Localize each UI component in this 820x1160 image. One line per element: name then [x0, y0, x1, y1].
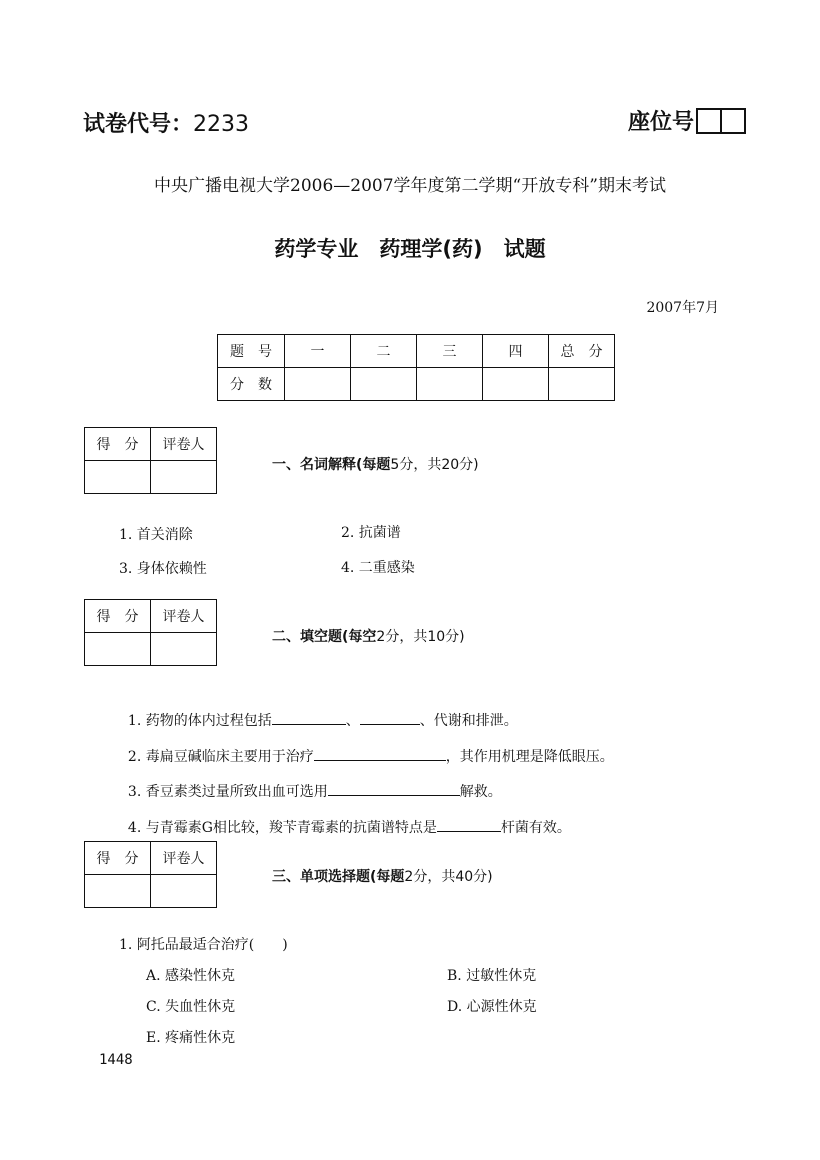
- grader-name-cell[interactable]: [151, 875, 217, 908]
- choice-option-a[interactable]: A. 感染性休克: [146, 968, 236, 984]
- question-text: 杆菌有效。: [500, 820, 571, 836]
- grader-name-label: 评卷人: [151, 842, 217, 875]
- score-table-header: 四: [483, 335, 549, 368]
- score-table-header: 题 号: [218, 335, 285, 368]
- score-table-header: 二: [351, 335, 417, 368]
- answer-blank[interactable]: [360, 710, 420, 725]
- fill-question: [119, 694, 518, 730]
- score-table-score-row: [218, 368, 615, 401]
- score-table: [217, 334, 615, 401]
- section-heading-text: 二、填空题(每空: [272, 629, 377, 645]
- exam-date: 2007年7月: [646, 300, 719, 316]
- score-cell[interactable]: [285, 368, 351, 401]
- grader-score-label: 得 分: [85, 842, 151, 875]
- grader-score-cell[interactable]: [85, 875, 151, 908]
- grader-score-cell[interactable]: [85, 461, 151, 494]
- question-text: 2. 毒扁豆碱临床主要用于治疗: [127, 749, 314, 765]
- choice-option-b[interactable]: B. 过敏性休克: [447, 968, 537, 984]
- score-cell[interactable]: [549, 368, 615, 401]
- exam-code-value: 2233: [193, 112, 250, 137]
- term-item: 3. 身体依赖性: [119, 561, 207, 577]
- answer-blank[interactable]: [314, 746, 446, 761]
- exam-code: [83, 107, 249, 138]
- university-title: 中央广播电视大学2006—2007学年度第二学期“开放专科”期末考试: [154, 176, 666, 196]
- seat-number: [628, 105, 746, 136]
- question-text: 、: [345, 713, 360, 729]
- answer-blank[interactable]: [437, 817, 501, 832]
- section-points: 2分，共40分): [404, 869, 493, 885]
- score-table-row-label: 分 数: [218, 368, 285, 401]
- grader-name-cell[interactable]: [151, 633, 217, 666]
- score-cell[interactable]: [351, 368, 417, 401]
- section-heading: [272, 626, 465, 646]
- section-points: 5分，共20分): [390, 457, 479, 473]
- section-heading: [272, 454, 479, 474]
- choice-option-c[interactable]: C. 失血性休克: [146, 999, 236, 1015]
- term-item: 4. 二重感染: [341, 560, 415, 576]
- exam-code-label: 试卷代号：: [83, 112, 194, 137]
- section-heading: [272, 866, 493, 886]
- grader-name-label: 评卷人: [151, 428, 217, 461]
- seat-number-label: 座位号: [628, 110, 695, 135]
- choice-option-d[interactable]: D. 心源性休克: [447, 999, 537, 1015]
- exam-title: 药学专业 药理学(药) 试题: [274, 237, 546, 261]
- question-text: 解救。: [459, 784, 502, 800]
- question-text: 4. 与青霉素G相比较，羧苄青霉素的抗菌谱特点是: [127, 820, 437, 836]
- grader-box: [84, 427, 217, 494]
- score-cell[interactable]: [417, 368, 483, 401]
- grader-score-cell[interactable]: [85, 633, 151, 666]
- grader-box: [84, 841, 217, 908]
- score-cell[interactable]: [483, 368, 549, 401]
- fill-question: [119, 801, 571, 837]
- fill-question: [119, 765, 502, 801]
- question-text: 、代谢和排泄。: [419, 713, 518, 729]
- grader-score-label: 得 分: [85, 600, 151, 633]
- grader-name-label: 评卷人: [151, 600, 217, 633]
- question-text: ，其作用机理是降低眼压。: [445, 749, 614, 765]
- section-heading-text: 一、名词解释(每题: [272, 457, 391, 473]
- section-points: 2分，共10分): [376, 629, 465, 645]
- score-table-header: 三: [417, 335, 483, 368]
- term-item: 2. 抗菌谱: [341, 525, 401, 541]
- section-heading-text: 三、单项选择题(每题: [272, 869, 405, 885]
- question-text: 1. 药物的体内过程包括: [127, 713, 272, 729]
- score-table-header: 一: [285, 335, 351, 368]
- page-number: 1448: [99, 1052, 133, 1068]
- choice-option-e[interactable]: E. 疼痛性休克: [146, 1030, 236, 1046]
- answer-blank[interactable]: [328, 781, 460, 796]
- grader-score-label: 得 分: [85, 428, 151, 461]
- grader-name-cell[interactable]: [151, 461, 217, 494]
- score-table-header: 总 分: [549, 335, 615, 368]
- question-text: 3. 香豆素类过量所致出血可选用: [127, 784, 328, 800]
- score-table-header-row: [218, 335, 615, 368]
- choice-question: 1. 阿托品最适合治疗( ): [119, 937, 288, 953]
- fill-question: [119, 730, 614, 766]
- term-item: 1. 首关消除: [119, 527, 193, 543]
- answer-blank[interactable]: [272, 710, 346, 725]
- grader-box: [84, 599, 217, 666]
- seat-number-boxes[interactable]: [696, 108, 746, 134]
